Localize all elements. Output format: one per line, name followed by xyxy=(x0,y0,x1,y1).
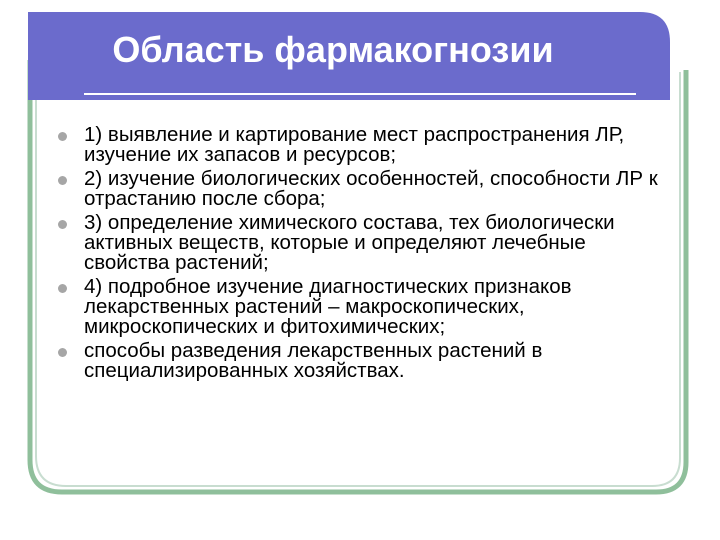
bullet-dot-icon xyxy=(58,220,67,229)
bullet-dot-icon xyxy=(58,284,67,293)
slide-title: Область фармакогнозии xyxy=(112,29,554,70)
bullet-text: 4) подробное изучение диагностических признаков лекарственных растений – макроскопических, микроскопических и фитохимических; xyxy=(84,275,572,338)
bullet-text: 2) изучение биологических особенностей, способности ЛР к отрастанию после сбора; xyxy=(84,167,658,210)
bullet-list xyxy=(58,125,668,385)
bullet-item-1 xyxy=(58,125,668,165)
bullet-item-5 xyxy=(58,341,668,381)
bullet-text: 1) выявление и картирование мест распространения ЛР, изучение их запасов и ресурсов; xyxy=(84,123,625,166)
bullet-dot-icon xyxy=(58,348,67,357)
bullet-text: способы разведения лекарственных растений в специализированных хозяйствах. xyxy=(84,339,543,382)
bullet-dot-icon xyxy=(58,132,67,141)
bullet-dot-icon xyxy=(58,176,67,185)
bullet-item-2 xyxy=(58,169,668,209)
bullet-text: 3) определение химического состава, тех биологически активных веществ, которые и определяют лечебные свойства растений; xyxy=(84,211,615,274)
bullet-item-4 xyxy=(58,277,668,337)
bullet-item-3 xyxy=(58,213,668,273)
